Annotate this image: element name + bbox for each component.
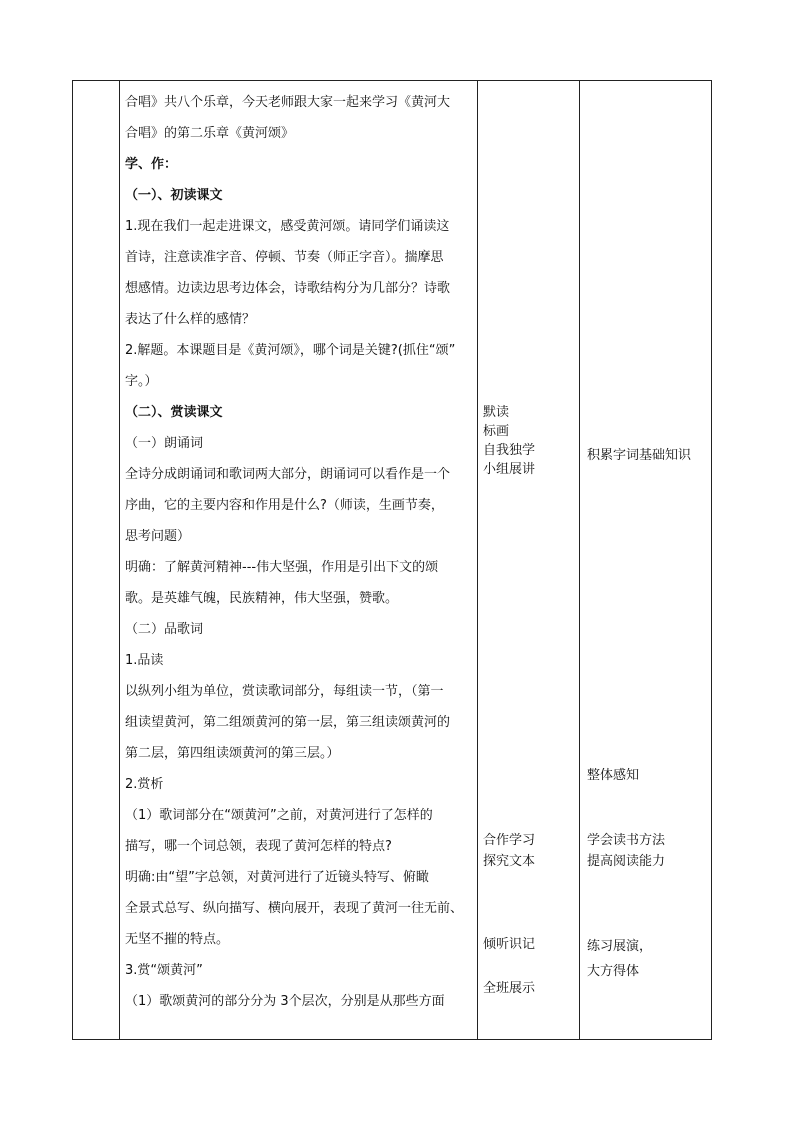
content-line: 1.现在我们一起走进课文，感受黄河颂。请同学们诵读这 xyxy=(125,219,450,234)
activity-block xyxy=(483,830,535,872)
content-line: 表达了什么样的感情？ xyxy=(125,312,256,327)
content-line: 3.赏“颂黄河” xyxy=(125,963,203,978)
content-line: 2.赏析 xyxy=(125,777,164,792)
intent-block xyxy=(587,830,665,872)
content-line: 首诗，注意读准字音、停顿、节奏（师正字音）。揣摩思 xyxy=(125,250,444,265)
activity-item: 合作学习 xyxy=(483,833,536,848)
activity-item: 小组展讲 xyxy=(483,462,536,477)
intent-item: 学会读书方法 xyxy=(587,833,666,848)
content-line: 想感情。边读边思考边体会，诗歌结构分为几部分？诗歌 xyxy=(125,281,451,296)
content-line: （1）歌颂黄河的部分分为 3个层次，分别是从那些方面 xyxy=(125,994,445,1009)
activity-item: 倾听识记 xyxy=(483,937,536,952)
content-line: 序曲，它的主要内容和作用是什么?（师读，生画节奏， xyxy=(125,498,444,513)
design-intent-column xyxy=(579,81,713,1039)
intent-item: 练习展演， xyxy=(587,939,653,954)
activity-item: 自我独学 xyxy=(483,443,536,458)
content-line: 无坚不摧的特点。 xyxy=(125,932,230,947)
content-line: 组读望黄河，第二组颂黄河的第一层，第三组读颂黄河的 xyxy=(125,715,451,730)
content-line: 思考问题） xyxy=(125,529,191,544)
content-line: 歌。是英雄气魄，民族精神，伟大坚强，赞歌。 xyxy=(125,591,399,606)
intent-block xyxy=(587,766,639,785)
activity-item: 标画 xyxy=(483,424,510,439)
lesson-plan-table xyxy=(72,80,712,1040)
content-line: （1）歌词部分在“颂黄河”之前，对黄河进行了怎样的 xyxy=(125,808,433,823)
intent-item: 大方得体 xyxy=(587,964,640,979)
content-line: 1.品读 xyxy=(125,653,164,668)
teaching-content-column xyxy=(119,81,477,1039)
content-line: 2.解题。本课题目是《黄河颂》，哪个词是关键?(抓住“颂” xyxy=(125,343,456,358)
student-activity-column xyxy=(477,81,579,1039)
content-line: 合唱》的第二乐章《黄河颂》 xyxy=(125,126,295,141)
activity-item: 全班展示 xyxy=(483,981,536,996)
activity-item: 探究文本 xyxy=(483,854,536,869)
intent-block xyxy=(587,446,691,465)
content-line: 明确：了解黄河精神---伟大坚强，作用是引出下文的颂 xyxy=(125,560,439,575)
content-line: 以纵列小组为单位，赏读歌词部分，每组读一节，（第一 xyxy=(125,684,444,699)
intent-block xyxy=(587,934,652,984)
content-line: 第二层，第四组读颂黄河的第三层。） xyxy=(125,746,340,761)
intent-item: 积累字词基础知识 xyxy=(587,448,692,463)
content-line: 全景式总写、纵向描写、横向展开，表现了黄河一往无前、 xyxy=(125,901,464,916)
content-line: 描写，哪一个词总领，表现了黄河怎样的特点? xyxy=(125,839,392,854)
section-heading: 学、作： xyxy=(125,157,178,172)
content-line: 合唱》共八个乐章，今天老师跟大家一起来学习《黄河大 xyxy=(125,95,451,110)
content-line: 全诗分成朗诵词和歌词两大部分，朗诵词可以看作是一个 xyxy=(125,467,451,482)
section-heading: （二）、赏读课文 xyxy=(125,405,223,420)
activity-item: 默读 xyxy=(483,405,510,420)
intent-item: 整体感知 xyxy=(587,768,640,783)
intent-item: 提高阅读能力 xyxy=(587,854,666,869)
content-line: 字。） xyxy=(125,374,158,389)
section-heading: （一）、初读课文 xyxy=(125,188,223,203)
activity-block xyxy=(483,935,535,954)
content-line: （一）朗诵词 xyxy=(125,436,204,451)
content-line: （二）品歌词 xyxy=(125,622,204,637)
activity-block xyxy=(483,403,535,479)
activity-block xyxy=(483,979,535,998)
content-line: 明确:由“望”字总领，对黄河进行了近镜头特写、俯瞰 xyxy=(125,870,429,885)
blank-column xyxy=(73,81,119,1039)
